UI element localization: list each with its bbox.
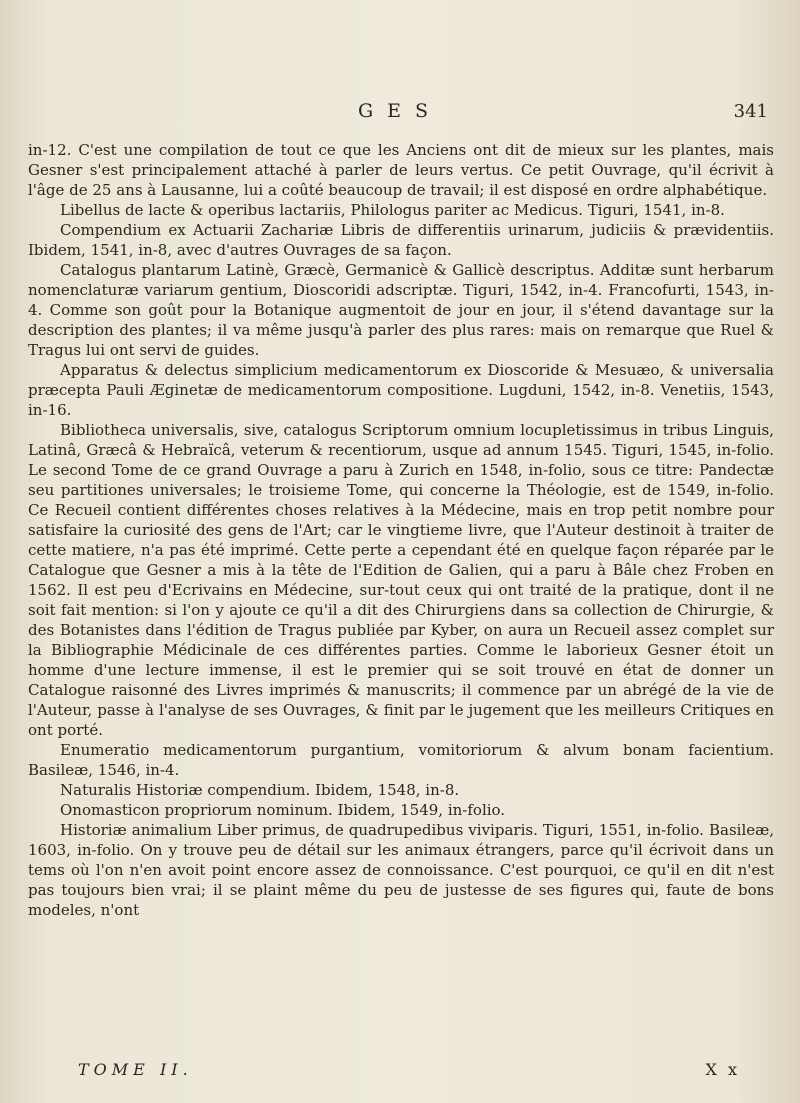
paragraph: Bibliotheca universalis, sive, catalogus Scriptorum omnium locupletissimus in tribus Linguis, Latinâ, Græcâ & Hebraïcâ, veterum & recentiorum, usque ad annum 1545. Tiguri, 1545, in-folio. Le second Tome de ce grand Ouvrage a paru à Zurich en 1548, in-folio, sous ce titre: Pandectæ seu partitiones universales; le troisieme Tome, qui concerne la Théologie, est de 1549, in-folio. Ce Recueil contient différentes choses relatives à la Médecine, mais en trop petit nombre pour satisfaire la curiosité des gens de l'Art; car le vingtieme livre, que l'Auteur destinoit à traiter de cette matiere, n'a pas été imprimé. Cette perte a cependant été en quelque façon réparée par le Catalogue que Gesner a mis à la tête de l'Edition de Galien, qui a paru à Bâle chez Froben en 1562. Il est peu d'Ecrivains en Médecine, sur-tout ceux qui ont traité de la pratique, dont il ne soit fait mention: si l'on y ajoute ce qu'il a dit des Chirurgiens dans sa collection de Chirurgie, & des Botanistes dans l'édition de Tragus publiée par Kyber, on aura un Recueil assez complet sur la Bibliographie Médicinale de ces différentes parties. Comme le laborieux Gesner étoit un homme d'une lecture immense, il est le premier qui se soit trouvé en état de donner un Catalogue raisonné des Livres imprimés & manuscrits; il commence par un abrégé de la vie de l'Auteur, passe à l'analyse de ses Ouvrages, & finit par le jugement que les meilleurs Critiques en ont porté. [28, 421, 774, 739]
paragraph: Historiæ animalium Liber primus, de quadrupedibus viviparis. Tiguri, 1551, in-folio. Basileæ, 1603, in-folio. On y trouve peu de détail sur les animaux étrangers, parce qu'il écrivoit dans un tems où l'on n'en avoit point encore assez de connoissance. C'est pourquoi, ce qu'il en dit n'est pas toujours bien vrai; il se plaint même du peu de justesse de ses figures qui, faute de bons modeles, n'ont [28, 821, 774, 919]
paragraph: Enumeratio medicamentorum purgantium, vomitoriorum & alvum bonam facientium. Basileæ, 1546, in-4. [28, 741, 774, 779]
paragraph: in-12. C'est une compilation de tout ce que les Anciens ont dit de mieux sur les plantes, mais Gesner s'est principalement attaché à parler de leurs vertus. Ce petit Ouvrage, qu'il écrivit à l'âge de 25 ans à Lausanne, lui a coûté beaucoup de travail; il est disposé en ordre alphabétique. [28, 141, 774, 199]
paragraph: Libellus de lacte & operibus lactariis, Philologus pariter ac Medicus. Tiguri, 1541, in-8. [60, 201, 725, 219]
paragraph: Onomasticon propriorum nominum. Ibidem, 1549, in-folio. [60, 801, 506, 819]
paragraph: Naturalis Historiæ compendium. Ibidem, 1548, in-8. [60, 781, 460, 799]
paragraph: Compendium ex Actuarii Zachariæ Libris de differentiis urinarum, judiciis & prævidentiis. Ibidem, 1541, in-8, avec d'autres Ouvrages de sa façon. [28, 221, 774, 259]
volume-footer: TOME II. [78, 1060, 193, 1079]
running-title: GES [357, 100, 443, 122]
paragraph: Apparatus & delectus simplicium medicamentorum ex Dioscoride & Mesuæo, & universalia præcepta Pauli Æginetæ de medicamentorum compositione. Lugduni, 1542, in-8. Venetiis, 1543, in-16. [28, 361, 774, 419]
paragraph: Catalogus plantarum Latinè, Græcè, Germanicè & Gallicè descriptus. Additæ sunt herbarum nomenclaturæ variarum gentium, Dioscoridi adscriptæ. Tiguri, 1542, in-4. Francofurti, 1543, in-4. Comme son goût pour la Botanique augmentoit de jour en jour, il s'étend davantage sur la description des plantes; il va même jusqu'à parler des plus rares: mais on remarque que Ruel & Tragus lui ont servi de guides. [28, 261, 774, 359]
signature-mark: X x [705, 1060, 740, 1079]
page-number: 341 [733, 101, 768, 122]
page-body [28, 140, 774, 920]
